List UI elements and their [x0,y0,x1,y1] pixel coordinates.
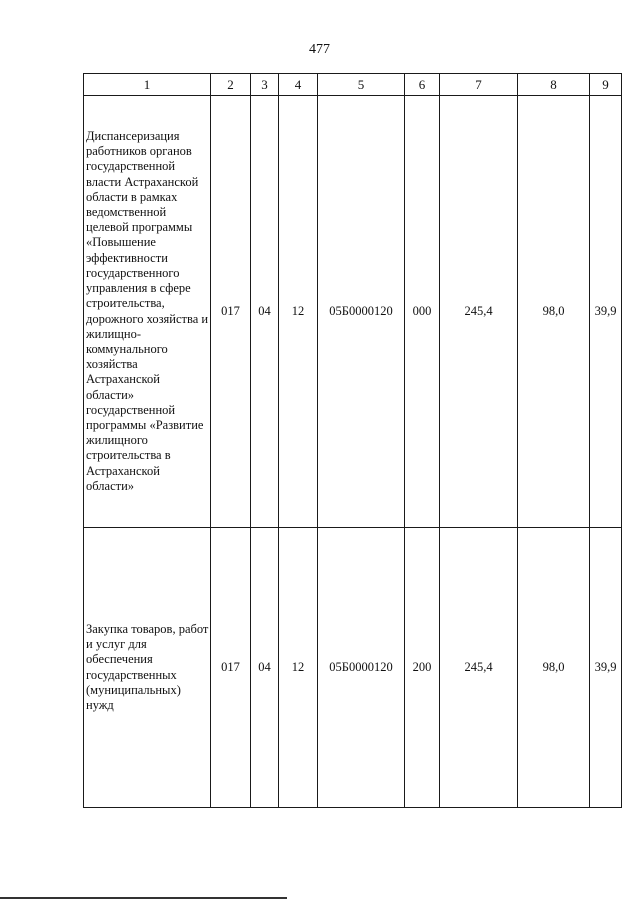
header-cell-5: 5 [318,74,405,96]
cell-col-4: 12 [279,528,318,808]
header-cell-8: 8 [518,74,590,96]
header-cell-7: 7 [440,74,518,96]
header-cell-6: 6 [405,74,440,96]
cell-col-9: 39,9 [590,96,622,528]
header-cell-3: 3 [251,74,279,96]
row-name-text: Диспансеризация работников органов государственной власти Астраханской области в рамках ведомственной целевой программы «Повышение эффективности государственного управления в сфере строительства, дорожного хозяйства и жилищно-коммунального хозяйства Астраханской области» государственной программы «Развитие жилищного строительства в Астраханской области» [86,129,209,493]
header-cell-2: 2 [211,74,251,96]
cell-col-2: 017 [211,528,251,808]
row-name-cell [84,96,211,528]
table-row [84,528,622,808]
cell-col-9: 39,9 [590,528,622,808]
cell-col-8: 98,0 [518,528,590,808]
cell-col-3: 04 [251,528,279,808]
page-number: 477 [309,42,330,57]
cell-col-2: 017 [211,96,251,528]
cell-col-4: 12 [279,96,318,528]
table-row [84,96,622,528]
header-cell-4: 4 [279,74,318,96]
cell-col-6: 200 [405,528,440,808]
row-name-cell [84,528,211,808]
header-row [84,74,622,96]
header-cell-1: 1 [84,74,211,96]
row-name-text: Закупка товаров, работ и услуг для обеспечения государственных (муниципальных) нужд [86,621,209,712]
cell-col-6: 000 [405,96,440,528]
footer-divider [0,897,287,899]
header-cell-9: 9 [590,74,622,96]
budget-table [83,73,622,808]
cell-col-5: 05Б0000120 [318,528,405,808]
cell-col-5: 05Б0000120 [318,96,405,528]
cell-col-3: 04 [251,96,279,528]
cell-col-7: 245,4 [440,96,518,528]
cell-col-8: 98,0 [518,96,590,528]
cell-col-7: 245,4 [440,528,518,808]
